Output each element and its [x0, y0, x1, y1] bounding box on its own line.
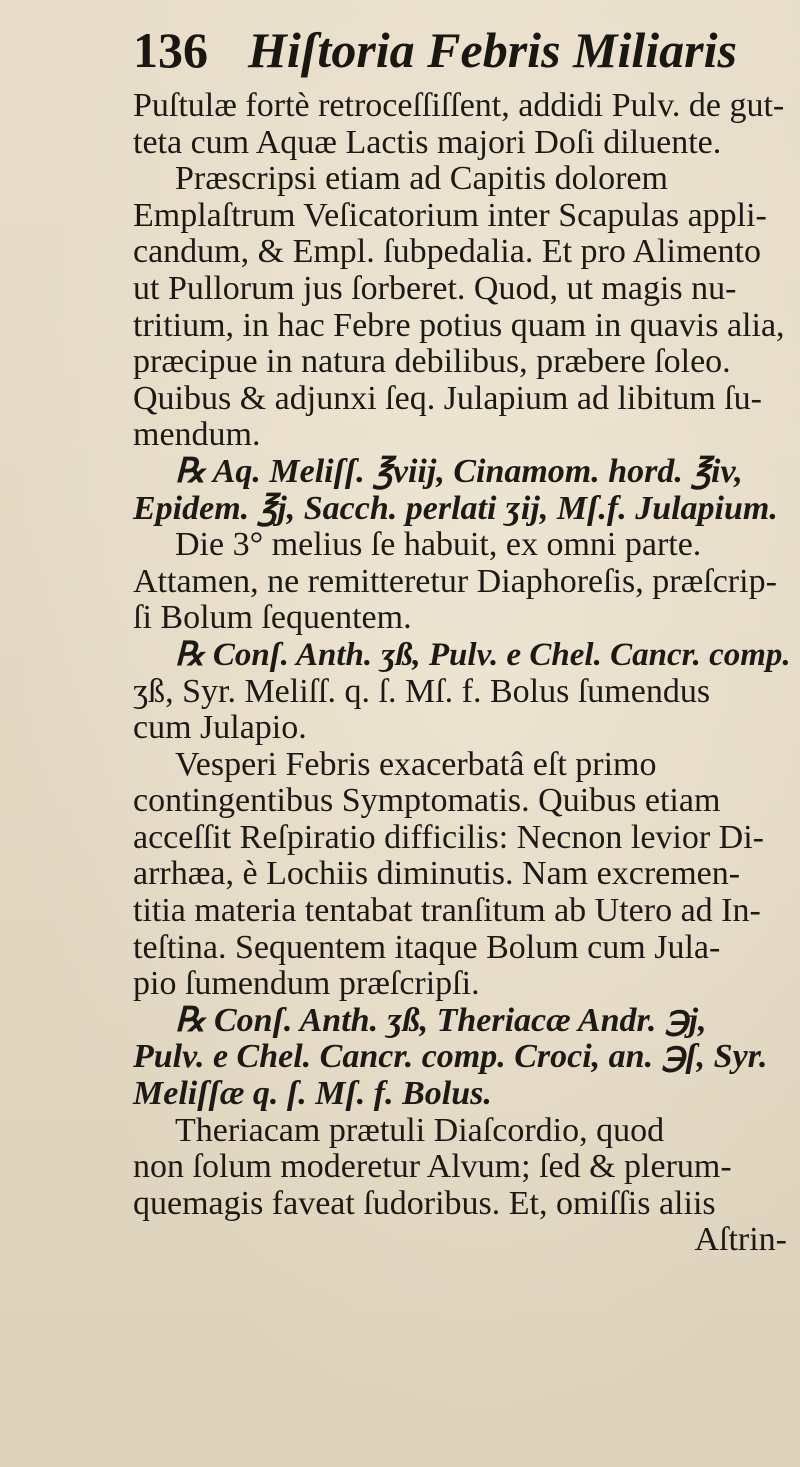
text-line: teta cum Aquæ Lactis majori Doſi diluente. [133, 123, 722, 161]
text-line: Puſtulæ fortè retroceſſiſſent, addidi Pulv. de gut- [133, 87, 785, 124]
text-line: candum, & Empl. ſubpedalia. Et pro Alimento [133, 233, 761, 271]
prescription-line: Pulv. e Chel. Cancr. comp. Croci, an. ℈ſ, Syr. [133, 1038, 768, 1076]
text-line: Vesperi Febris exacerbatâ eſt primo [175, 745, 657, 783]
text-line: pio ſumendum præſcripſi. [133, 965, 480, 1003]
text-line: ut Pullorum jus ſorberet. Quod, ut magis nu- [133, 269, 737, 307]
prescription-line: ℞ Conſ. Anth. ʒß, Theriacæ Andr. ℈j, [175, 1001, 707, 1039]
text-line: non ſolum moderetur Alvum; ſed & plerum- [133, 1148, 732, 1186]
text-line: cum Julapio. [133, 709, 307, 747]
prescription-line: ʒß, Syr. Meliſſ. q. ſ. Mſ. f. Bolus ſumendus [133, 672, 711, 710]
text-line: Attamen, ne remitteretur Diaphoreſis, præſcrip- [133, 562, 777, 600]
text-line: Emplaſtrum Veſicatorium inter Scapulas appli- [133, 196, 767, 234]
body-text [133, 88, 797, 1259]
text-line: præcipue in natura debilibus, præbere ſoleo. [133, 343, 731, 381]
page-header [133, 10, 737, 90]
catchword: Aſtrin- [694, 1221, 787, 1259]
text-line: quemagis faveat ſudoribus. Et, omiſſis aliis [133, 1184, 716, 1222]
text-line: ſi Bolum ſequentem. [133, 599, 412, 637]
text-line: titia materia tentabat tranſitum ab Utero ad In- [133, 892, 761, 930]
running-title: Hiſtoria Febris Miliaris [248, 22, 737, 78]
text-line: acceſſit Reſpiratio difficilis: Necnon levior Di- [133, 818, 765, 856]
text-line: tritium, in hac Febre potius quam in quavis alia, [133, 306, 785, 344]
page-number: 136 [133, 22, 208, 78]
text-line: mendum. [133, 416, 261, 454]
text-line: Theriacam prætuli Diaſcordio, quod [175, 1111, 665, 1149]
text-line: Die 3° melius ſe habuit, ex omni parte. [175, 526, 702, 564]
text-line: arrhæa, è Lochiis diminutis. Nam excremen- [133, 855, 741, 893]
prescription-line: Epidem. ℥j, Sacch. perlati ʒij, Mſ.f. Julapium. [133, 489, 778, 527]
text-line: contingentibus Symptomatis. Quibus etiam [133, 782, 721, 820]
prescription-line: ℞ Conſ. Anth. ʒß, Pulv. e Chel. Cancr. comp. [175, 636, 791, 673]
text-line: Quibus & adjunxi ſeq. Julapium ad libitum ſu- [133, 379, 762, 417]
text-line: Præscripsi etiam ad Capitis dolorem [175, 160, 668, 198]
prescription-line: Meliſſæ q. ſ. Mſ. f. Bolus. [133, 1075, 492, 1113]
text-line: teſtina. Sequentem itaque Bolum cum Jula- [133, 928, 721, 966]
prescription-line: ℞ Aq. Meliſſ. ℥viij, Cinamom. hord. ℥iv, [175, 452, 743, 490]
